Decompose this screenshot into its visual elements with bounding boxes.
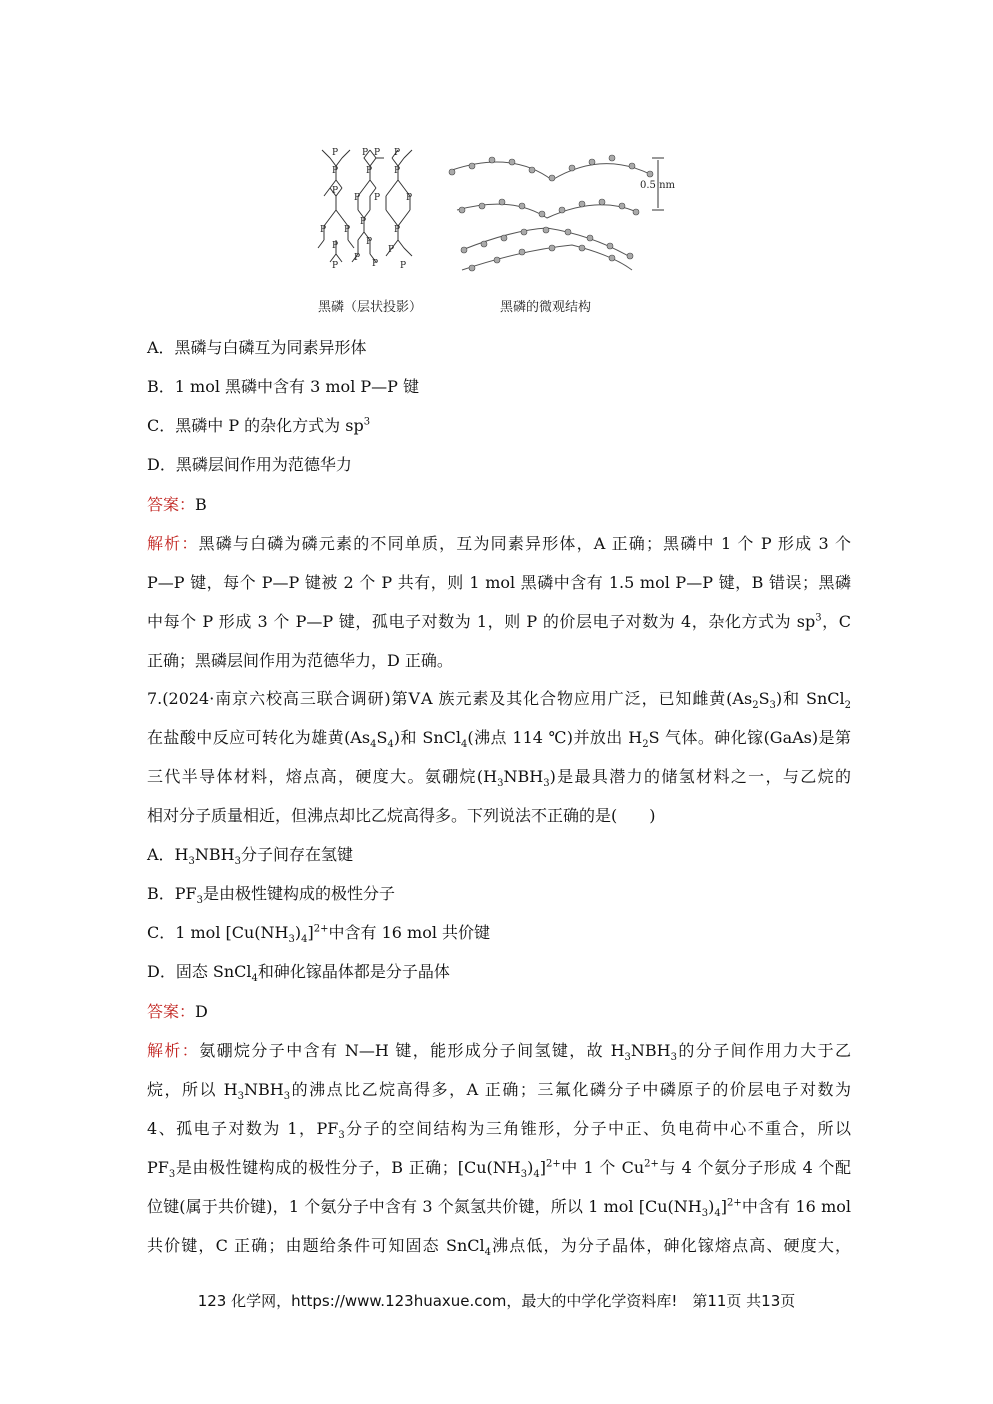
lattice-atom-labels: [320, 148, 412, 271]
svg-text:P: P: [332, 148, 339, 158]
q6-explanation-line-1: 解析：黑磷与白磷为磷元素的不同单质，互为同素异形体，A 正确；黑磷中 1 个 P 形成 3 个: [147, 534, 851, 553]
svg-text:P: P: [394, 148, 401, 158]
svg-text:P: P: [354, 253, 361, 263]
q7-explanation-line-5: 位键(属于共价键)，1 个氨分子中含有 3 个氮氢共价键，所以 1 mol $[Cu(NH_3)_4]^{2+}$中含有 16 mol: [147, 1197, 851, 1220]
svg-text:P: P: [374, 148, 381, 158]
q7-answer: 答案：D: [147, 1002, 208, 1021]
q7-stem-line-4: 相对分子质量相近，但沸点却比乙烷高得多。下列说法不正确的是( ): [147, 806, 656, 825]
svg-text:P: P: [366, 237, 373, 247]
svg-text:P: P: [374, 193, 381, 203]
svg-text:P: P: [406, 193, 413, 203]
svg-text:P: P: [366, 166, 373, 176]
svg-text:P: P: [394, 225, 401, 235]
q7-option-d: D．固态 SnCl$_4$和砷化镓晶体都是分子晶体: [147, 962, 450, 985]
q6-option-d: D．黑磷层间作用为范德华力: [147, 455, 352, 474]
q7-explanation-line-4: $PF_3$是由极性键构成的极性分子，B 正确；$[Cu(NH_3)_4]^{2+}$中 1 个 $Cu^{2+}$与 4 个氨分子形成 4 个配: [147, 1158, 851, 1181]
svg-text:P: P: [332, 241, 339, 251]
q7-option-b: B．$PF_3$是由极性键构成的极性分子: [147, 884, 396, 907]
svg-text:P: P: [394, 166, 401, 176]
svg-text:P: P: [400, 261, 407, 271]
q7-stem-line-1: 7.(2024·南京六校高三联合调研)第ⅤA 族元素及其化合物应用广泛，已知雌黄$(As_2S_3)$和 SnCl$_2$: [147, 689, 851, 712]
q7-stem-line-3: 三代半导体材料，熔点高，硬度大。氨硼烷$(H_3NBH_3)$是最具潜力的储氢材料之一，与乙烷的: [147, 767, 851, 790]
q6-option-c: C．黑磷中 P 的杂化方式为 $sp^3$: [147, 416, 371, 435]
figure-caption-right: 黑磷的微观结构: [500, 300, 592, 315]
figure-drawing: [312, 140, 692, 290]
q6-option-b: B．1 mol 黑磷中含有 3 mol P—P 键: [147, 377, 420, 396]
q7-explanation-line-3: 4、孤电子对数为 1，$PF_3$分子的空间结构为三角锥形，分子中正、负电荷中心不重合，所以: [147, 1119, 851, 1142]
svg-text:P: P: [332, 166, 339, 176]
black-phosphorus-figure: [312, 140, 692, 316]
q7-explanation-line-6: 共价键，C 正确；由题给条件可知固态 SnCl$_4$沸点低，为分子晶体，砷化镓熔点高、硬度大，: [147, 1236, 851, 1259]
q6-option-a: A．黑磷与白磷互为同素异形体: [147, 338, 367, 357]
q7-option-a: A．$H_3NBH_3$分子间存在氢键: [147, 845, 353, 868]
svg-text:P: P: [332, 186, 339, 196]
q7-stem-line-2: 在盐酸中反应可转化为雄黄$(As_4S_4)$和 SnCl$_4$(沸点 114 ℃)并放出 $H_2S$ 气体。砷化镓(GaAs)是第: [147, 728, 851, 751]
svg-text:P: P: [354, 193, 361, 203]
svg-text:P: P: [320, 225, 327, 235]
q6-answer: 答案：B: [147, 495, 207, 514]
svg-text:P: P: [332, 261, 339, 271]
q6-explanation-line-2: P—P 键，每个 P—P 键被 2 个 P 共有，则 1 mol 黑磷中含有 1.5 mol P—P 键，B 错误；黑磷: [147, 573, 851, 592]
q6-explanation-line-4: 正确；黑磷层间作用为范德华力，D 正确。: [147, 651, 453, 670]
q7-explanation-line-2: 烷，所以 $H_3NBH_3$的沸点比乙烷高得多，A 正确；三氟化磷分子中磷原子的价层电子对数为: [147, 1080, 851, 1103]
svg-text:P: P: [360, 217, 367, 227]
page-footer: 123 化学网，https://www.123huaxue.com，最大的中学化学资料库! 第11页 共13页: [197, 1292, 796, 1310]
svg-text:P: P: [388, 245, 395, 255]
svg-text:P: P: [372, 259, 379, 269]
q7-explanation-line-1: 解析：氨硼烷分子中含有 N—H 键，能形成分子间氢键，故 $H_3NBH_3$的分子间作用力大于乙: [147, 1041, 851, 1064]
svg-text:P: P: [344, 225, 351, 235]
structure-atoms: [449, 155, 653, 271]
scale-label: 0.5 nm: [640, 180, 676, 191]
figure-caption-left: 黑磷（层状投影）: [318, 300, 423, 315]
svg-text:P: P: [362, 148, 369, 158]
q6-explanation-line-3: 中每个 P 形成 3 个 P—P 键，孤电子对数为 1，则 P 的价层电子对数为 4，杂化方式为 $sp^3$，C: [147, 612, 851, 631]
q7-option-c: C．1 mol $[Cu(NH_3)_4]^{2+}$中含有 16 mol 共价键: [147, 923, 491, 946]
